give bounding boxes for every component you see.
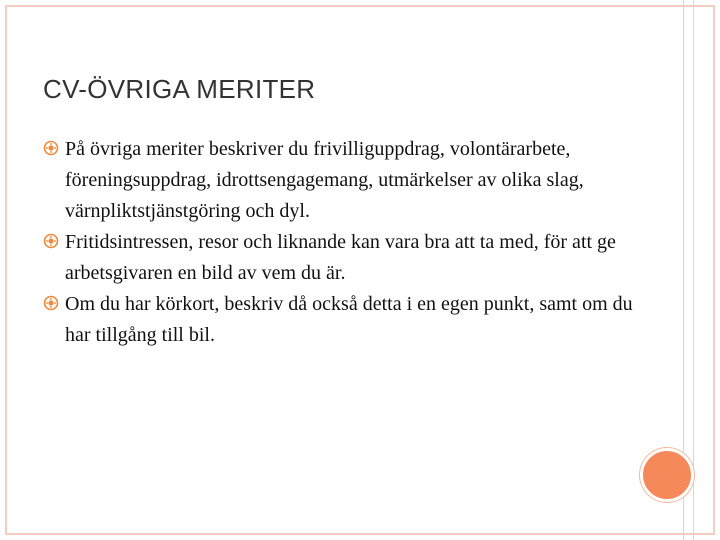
list-item bbox=[43, 134, 643, 227]
bullet-text: Om du har körkort, beskriv då också detta i en egen punkt, samt om du har tillgång till bil. bbox=[65, 293, 633, 346]
sun-bullet-icon bbox=[43, 295, 59, 311]
bullet-text: På övriga meriter beskriver du frivilliguppdrag, volontärarbete, föreningsuppdrag, idrottsengagemang, utmärkelser av olika slag, värnpliktstjänstgöring och dyl. bbox=[65, 138, 584, 222]
accent-circle bbox=[640, 448, 694, 502]
sun-bullet-icon bbox=[43, 233, 59, 249]
list-item bbox=[43, 227, 643, 289]
slide-title: CV-ÖVRIGA MERITER bbox=[43, 74, 316, 104]
bullet-text: Fritidsintressen, resor och liknande kan vara bra att ta med, för att ge arbetsgivaren en bild av vem du är. bbox=[65, 231, 616, 284]
list-item bbox=[43, 289, 643, 351]
frame-rule-right bbox=[693, 0, 694, 540]
bullet-list bbox=[43, 134, 643, 351]
sun-bullet-icon bbox=[43, 140, 59, 156]
